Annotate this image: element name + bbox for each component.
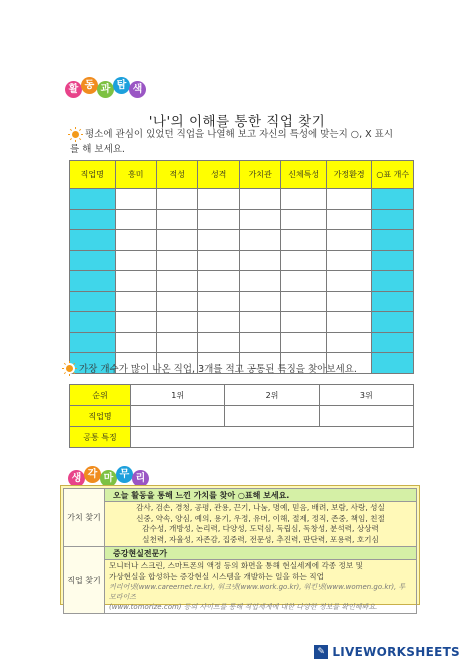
value-header: 오늘 활동을 통해 느낀 가치를 찾아 ○표해 보세요. <box>105 489 417 502</box>
badge-char: 색 <box>129 81 146 98</box>
rank-cell: 2위 <box>225 385 319 406</box>
job-note-line: (www.tomorize.com) 등의 사이트를 통해 직업세계에 대한 다양한 정보를 확인해봐요. <box>109 603 378 611</box>
col-header: 가치관 <box>239 161 280 189</box>
table-row <box>70 291 414 312</box>
sun-icon <box>68 127 82 141</box>
job-name-cell[interactable] <box>225 406 319 427</box>
rank-cell: 1위 <box>131 385 225 406</box>
liveworksheets-logo <box>314 644 460 660</box>
job-note-line: 커리어넷(www.careernet.re.kr), 워크넷(www.work.go.kr), 워킨넷(www.women.go.kr), 투모라이즈 <box>109 583 406 601</box>
sun-icon <box>62 361 76 375</box>
value-list[interactable] <box>105 502 417 547</box>
badge-char: 리 <box>132 470 149 487</box>
badge-char: 생 <box>68 470 85 487</box>
instruction-line: 를 해 보세요. <box>70 144 125 155</box>
badge-char: 마 <box>100 470 117 487</box>
row-label: 순위 <box>70 385 131 406</box>
table-row <box>70 312 414 333</box>
value-line: 감사, 검손, 경청, 공평, 관용, 끈기, 나눔, 명예, 믿음, 배려, 보람, 사랑, 성실 <box>136 503 385 512</box>
top-jobs-table <box>69 384 414 448</box>
job-description <box>105 560 417 614</box>
table-row <box>70 189 414 210</box>
row-label: 직업명 <box>70 406 131 427</box>
col-header: 흥미 <box>115 161 156 189</box>
table-header-row <box>70 161 414 189</box>
col-header: 신체특성 <box>281 161 327 189</box>
job-name-row <box>70 406 414 427</box>
rank-cell: 3위 <box>319 385 413 406</box>
page-title: '나'의 이해를 통한 직업 찾기 <box>148 114 326 130</box>
value-line: 실천력, 자율성, 자존감, 집중력, 전문성, 추진력, 판단력, 포용력, 호기심 <box>142 534 379 544</box>
logo-icon: ✎ <box>314 645 328 659</box>
job-line: 모니터나 스크린, 스마트폰의 액정 등의 화면을 통해 현실세계에 각종 정보 및 <box>109 561 363 570</box>
job-name-cell[interactable] <box>131 406 225 427</box>
col-header: 직업명 <box>70 161 116 189</box>
table-row <box>70 230 414 251</box>
badge-char: 활 <box>65 81 82 98</box>
table-row <box>70 209 414 230</box>
col-header: ○표 개수 <box>372 161 414 189</box>
job-line: 가상현실을 합성하는 증강현실 시스템을 개발하는 일을 하는 직업 <box>109 571 324 581</box>
wrapup-table <box>63 488 417 614</box>
col-header: 가정환경 <box>326 161 372 189</box>
value-line: 감수성, 개방성, 논리력, 다양성, 도덕심, 독립심, 독창성, 분석력, 상상력 <box>142 524 379 533</box>
value-label: 가치 찾기 <box>64 489 105 547</box>
instruction-1 <box>85 128 425 142</box>
instruction-1b <box>70 143 410 157</box>
value-line: 신중, 약속, 양심, 예의, 용기, 우정, 유머, 이해, 절제, 정직, 존중, 책임, 친절 <box>136 513 385 523</box>
rank-row <box>70 385 414 406</box>
badge-char: 무 <box>116 466 133 483</box>
badge-char: 각 <box>84 466 101 483</box>
badge-char: 과 <box>97 81 114 98</box>
job-trait-table <box>69 160 414 374</box>
badge-char: 동 <box>81 77 98 94</box>
table-row <box>70 271 414 292</box>
job-name-cell[interactable] <box>319 406 413 427</box>
col-header: 성격 <box>198 161 239 189</box>
badge-char: 탐 <box>113 77 130 94</box>
logo-text: LIVEWORKSHEETS <box>332 645 460 659</box>
table-row <box>70 250 414 271</box>
wrapup-box <box>60 485 420 611</box>
job-label: 직업 찾기 <box>64 547 105 614</box>
col-header: 적성 <box>156 161 197 189</box>
job-header: 증강현실전문가 <box>105 547 417 560</box>
table-row <box>70 332 414 353</box>
instruction-line: 평소에 관심이 있었던 직업을 나열해 보고 자신의 특성에 맞는지 ○, X 표시 <box>85 129 393 140</box>
row-label: 공통 특징 <box>70 427 131 448</box>
instruction-2: 가장 개수가 많이 나온 직업, 3개를 적고 공통된 특징을 찾아보세요. <box>79 364 357 375</box>
common-trait-cell[interactable] <box>131 427 414 448</box>
common-trait-row <box>70 427 414 448</box>
